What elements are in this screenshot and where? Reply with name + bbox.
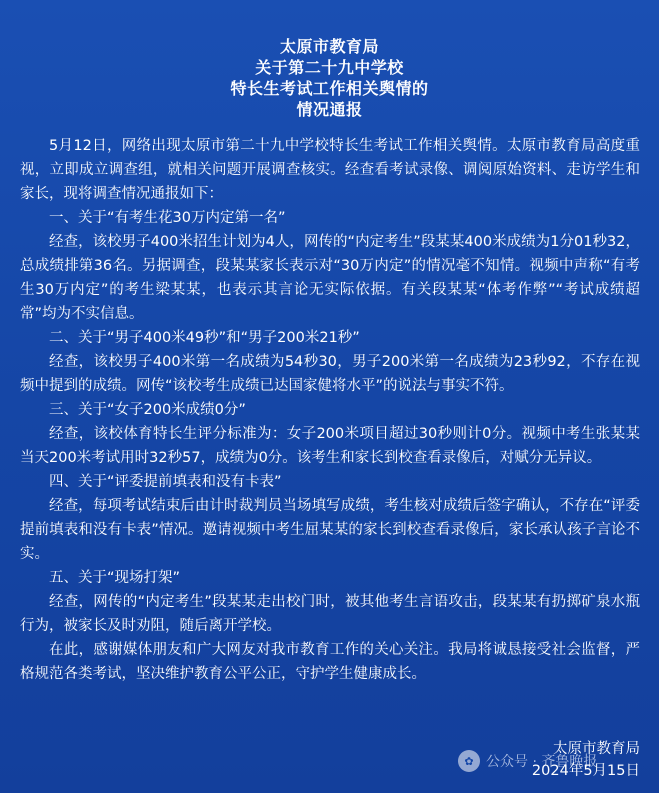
section-paragraph-3: 经查，该校体育特长生评分标准为：女子200米项目超过30秒则计0分。视频中考生张某某当天200米考试用时32秒57，成绩为0分。该考生和家长到校查看录像后，对赋分无异议。 bbox=[20, 426, 640, 466]
section-paragraph-2: 经查，该校男子400米第一名成绩为54秒30，男子200米第一名成绩为23秒92，不存在视频中提到的成绩。网传“该校考生成绩已达国家健将水平”的说法与事实不符。 bbox=[20, 354, 640, 394]
watermark-text: 公众号 · 齐鲁晚报 bbox=[486, 754, 598, 770]
title-line-2: 关于第二十九中学校 bbox=[255, 58, 404, 77]
title-line-3: 特长生考试工作相关舆情的 bbox=[230, 79, 429, 98]
section-heading-4: 四、关于“评委提前填表和没有卡表” bbox=[49, 474, 282, 490]
wechat-icon: ✿ bbox=[458, 750, 480, 772]
closing-paragraph: 在此，感谢媒体朋友和广大网友对我市教育工作的关心关注。我局将诚恳接受社会监督，严格规范各类考试，坚决维护教育公平公正，守护学生健康成长。 bbox=[20, 642, 640, 682]
signature-org: 太原市教育局 bbox=[553, 741, 640, 757]
section-paragraph-4: 经查，每项考试结束后由计时裁判员当场填写成绩，考生核对成绩后签字确认，不存在“评委提前填表和没有卡表”情况。邀请视频中考生屈某某的家长到校查看录像后，家长承认孩子言论不实。 bbox=[20, 498, 640, 562]
section-heading-3: 三、关于“女子200米成绩0分” bbox=[49, 402, 246, 418]
section-heading-1: 一、关于“有考生花30万内定第一名” bbox=[49, 210, 286, 226]
section-paragraph-5: 经查，网传的“内定考生”段某某走出校门时，被其他考生言语攻击，段某某有扔掷矿泉水瓶行为，被家长及时劝阻，随后离开学校。 bbox=[20, 594, 640, 634]
section-heading-5: 五、关于“现场打架” bbox=[49, 570, 181, 586]
intro-paragraph: 5月12日，网络出现太原市第二十九中学校特长生考试工作相关舆情。太原市教育局高度重视，立即成立调查组，就相关问题开展调查核实。经查看考试录像、调阅原始资料、走访学生和家长，现将调查情况通报如下： bbox=[20, 138, 640, 202]
section-heading-2: 二、关于“男子400米49秒”和“男子200米21秒” bbox=[49, 330, 360, 346]
signature-block bbox=[440, 738, 640, 782]
title-line-1: 太原市教育局 bbox=[279, 37, 379, 56]
title-line-4: 情况通报 bbox=[296, 100, 363, 119]
section-paragraph-1: 经查，该校男子400米招生计划为4人，网传的“内定考生”段某某400米成绩为1分01秒32，总成绩排第36名。另据调查，段某某家长表示对“30万内定”的情况毫不知情。视频中声称“有考生30万内定”的考生梁某某，也表示其言论无实际依据。有关段某某“体考作弊”“考试成绩超常”均为不实信息。 bbox=[20, 234, 640, 322]
document-title bbox=[0, 36, 659, 120]
signature-date: 2024年5月15日 bbox=[531, 763, 640, 779]
document-body bbox=[20, 134, 640, 686]
